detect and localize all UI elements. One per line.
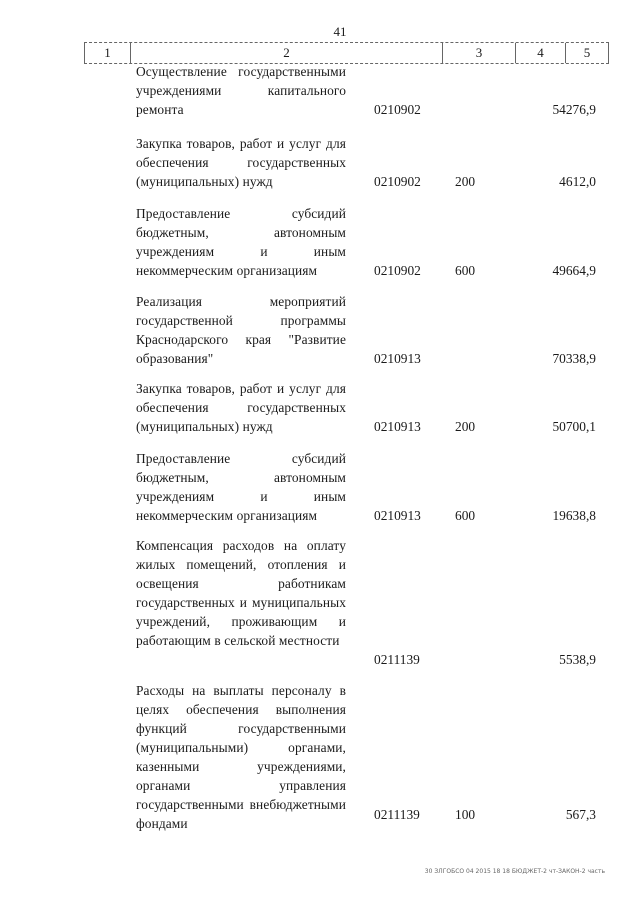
row-amount: 50700,1 (552, 419, 596, 434)
column-header-1: 1 (84, 43, 130, 63)
row-description: Предоставление субсидий бюджетным, автономным учреждениям и иным некоммерческим организациям (136, 206, 346, 278)
row-code: 0210913 (374, 508, 421, 523)
row-description: Осуществление государственными учреждениями капитального ремонта (136, 64, 346, 117)
row-code: 0211139 (374, 652, 420, 667)
row-amount: 4612,0 (559, 174, 596, 189)
table-header (84, 42, 609, 64)
row-expense-type: 100 (455, 807, 476, 822)
row-code: 0210902 (374, 102, 421, 117)
column-header-2: 2 (130, 43, 442, 63)
row-expense-type: 200 (455, 419, 476, 434)
row-description: Реализация мероприятий государственной программы Краснодарского края "Развитие образования" (136, 294, 346, 366)
row-description: Закупка товаров, работ и услуг для обеспечения государственных (муниципальных) нужд (136, 381, 346, 434)
row-expense-type: 200 (455, 174, 476, 189)
document-footer: 30 ЗЛГОБСО 04 2015 18 18 БЮДЖЕТ-2 чт-ЗАКОН-2 часть (424, 868, 605, 875)
row-description: Расходы на выплаты персоналу в целях обеспечения выполнения функций государственными (муниципальными) органами, казенными учреждениями, органами управления государственными внебюджетными фондами (136, 683, 346, 831)
row-expense-type: 600 (455, 508, 476, 523)
row-code: 0210902 (374, 263, 421, 278)
row-description: Компенсация расходов на оплату жилых помещений, отопления и освещения работникам государственных и муниципальных учреждений, проживающим и работающим в сельской местности (136, 538, 346, 648)
column-header-5: 5 (565, 43, 609, 63)
row-code: 0210902 (374, 174, 421, 189)
row-amount: 567,3 (565, 807, 596, 822)
row-amount: 49664,9 (552, 263, 596, 278)
row-amount: 70338,9 (552, 351, 596, 366)
row-code: 0211139 (374, 807, 420, 822)
row-amount: 19638,8 (552, 508, 596, 523)
row-amount: 54276,9 (552, 102, 596, 117)
row-code: 0210913 (374, 419, 421, 434)
page-number: 41 (333, 24, 347, 39)
row-description: Предоставление субсидий бюджетным, автономным учреждениям и иным некоммерческим организациям (136, 451, 346, 523)
column-header-3: 3 (442, 43, 515, 63)
row-description: Закупка товаров, работ и услуг для обеспечения государственных (муниципальных) нужд (136, 136, 346, 189)
row-code: 0210913 (374, 351, 421, 366)
row-expense-type: 600 (455, 263, 476, 278)
column-header-4: 4 (515, 43, 565, 63)
row-amount: 5538,9 (559, 652, 596, 667)
